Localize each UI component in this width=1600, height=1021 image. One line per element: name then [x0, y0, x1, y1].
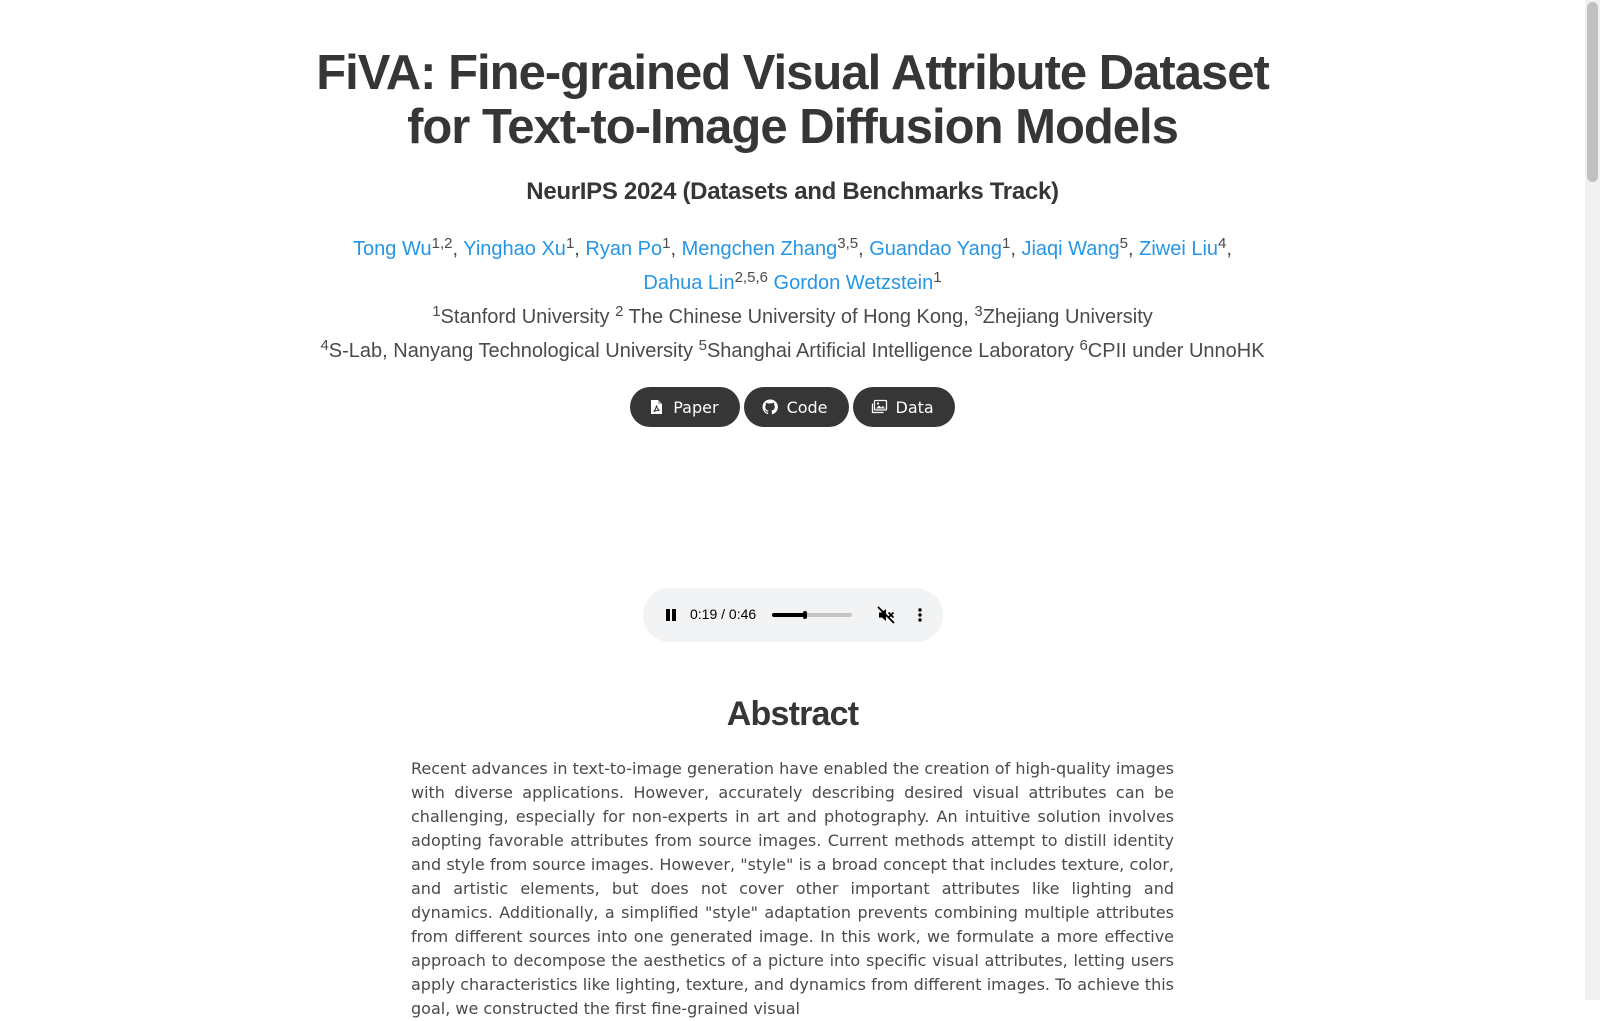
author-entry	[353, 235, 464, 260]
github-icon	[762, 399, 778, 415]
data-button-label: Data	[895, 397, 934, 417]
affiliation-name: S-Lab, Nanyang Technological University	[328, 340, 694, 362]
code-button[interactable]	[744, 387, 849, 427]
affiliation-entry	[698, 337, 1074, 362]
author-separator: ,	[670, 238, 682, 260]
author-affil-sup: 1	[662, 235, 671, 252]
author-affil-sup: 5	[1119, 235, 1128, 252]
scrollbar-thumb[interactable]	[1587, 2, 1598, 182]
affiliation-name: Shanghai Artificial Intelligence Laboratory	[706, 340, 1074, 362]
code-button-label: Code	[786, 397, 828, 417]
audio-seek-thumb[interactable]	[803, 611, 807, 619]
author-link[interactable]: Ryan Po	[585, 238, 663, 260]
author-separator: ,	[574, 238, 586, 260]
file-pdf-icon	[648, 399, 664, 415]
author-link[interactable]: Yinghao Xu	[463, 238, 566, 260]
affiliation-sup: 3	[974, 303, 983, 320]
affiliation-name: CPII under UnnoHK	[1087, 340, 1265, 362]
author-entry	[773, 269, 942, 294]
audio-seek-bar[interactable]	[772, 613, 852, 617]
author-entry	[681, 235, 870, 260]
author-link[interactable]: Mengchen Zhang	[681, 238, 838, 260]
affiliation-list	[0, 300, 1585, 368]
author-link[interactable]: Guandao Yang	[869, 238, 1002, 260]
page-title	[0, 46, 1585, 154]
images-icon	[871, 399, 887, 415]
audio-time: 0:19 / 0:46	[690, 606, 757, 622]
affiliation-entry	[1079, 337, 1265, 362]
author-affil-sup: 1	[933, 269, 942, 286]
affiliation-sup: 1	[432, 303, 441, 320]
author-link[interactable]: Gordon Wetzstein	[773, 272, 934, 294]
paper-button-label: Paper	[673, 397, 719, 417]
title-line-2: for Text-to-Image Diffusion Models	[407, 100, 1178, 154]
affiliation-name: The Chinese University of Hong Kong,	[623, 306, 969, 328]
affiliation-sup: 6	[1079, 337, 1088, 354]
author-affil-sup: 1	[1001, 235, 1011, 252]
author-affil-sup: 2,5,6	[734, 269, 768, 286]
audio-player	[643, 588, 943, 642]
author-entry	[869, 235, 1022, 260]
author-separator: ,	[452, 238, 464, 260]
author-entry	[643, 269, 773, 294]
author-entry	[585, 235, 682, 260]
author-separator: ,	[1127, 238, 1140, 260]
author-affil-sup: 3,5	[837, 235, 859, 252]
affiliation-sup: 5	[698, 337, 707, 354]
link-buttons	[0, 387, 1585, 427]
abstract-text: Recent advances in text-to-image generation have enabled the creation of high-quality images with diverse applications. However, accurately describing desired visual attributes can be challenging, especially for non-experts in art and photography. An intuitive solution involves adopting favorable attributes from source images. Current methods attempt to distill identity and style from source images. However, "style" is a broad concept that includes texture, color, and artistic elements, but does not cover other important attributes like lighting and dynamics. Additionally, a simplified "style" adaptation prevents combining multiple attributes from different sources into one generated image. In this work, we formulate a more effective approach to decompose the aesthetics of a picture into specific visual attributes, letting users apply characteristics like lighting, texture, and dynamics from different images. To achieve this goal, we constructed the first fine-grained visual	[411, 759, 1174, 1018]
pause-icon[interactable]	[663, 607, 679, 623]
affiliation-name: Zhejiang University	[982, 306, 1153, 328]
author-separator: ,	[1226, 238, 1232, 260]
author-separator: ,	[1010, 238, 1022, 260]
venue-subtitle: NeurIPS 2024 (Datasets and Benchmarks Track)	[526, 178, 1059, 205]
author-entry	[1021, 235, 1140, 260]
author-affil-sup: 1,2	[431, 235, 453, 252]
affiliation-sup: 2	[615, 303, 624, 320]
author-link[interactable]: Dahua Lin	[643, 272, 735, 294]
author-affil-sup: 1	[565, 235, 575, 252]
data-button[interactable]	[853, 387, 955, 427]
muted-speaker-icon[interactable]	[876, 605, 896, 625]
author-link[interactable]: Ziwei Liu	[1139, 238, 1219, 260]
more-options-icon[interactable]	[910, 605, 930, 625]
title-line-1: FiVA: Fine-grained Visual Attribute Dataset	[316, 46, 1269, 100]
author-list	[0, 232, 1585, 300]
page-scrollbar[interactable]	[1585, 0, 1600, 1000]
affiliation-entry	[615, 303, 969, 328]
audio-seek-fill	[772, 613, 805, 617]
author-entry	[1139, 235, 1232, 260]
affiliation-name: Stanford University	[440, 306, 610, 328]
author-affil-sup: 4	[1218, 235, 1227, 252]
author-separator: ,	[858, 238, 870, 260]
abstract-heading: Abstract	[726, 695, 859, 733]
paper-button[interactable]	[630, 387, 739, 427]
affiliation-entry	[320, 337, 694, 362]
author-link[interactable]: Jiaqi Wang	[1021, 238, 1120, 260]
author-entry	[463, 235, 586, 260]
affiliation-entry	[432, 303, 610, 328]
affiliation-sup: 4	[320, 337, 329, 354]
author-link[interactable]: Tong Wu	[353, 238, 432, 260]
affiliation-entry	[974, 303, 1153, 328]
